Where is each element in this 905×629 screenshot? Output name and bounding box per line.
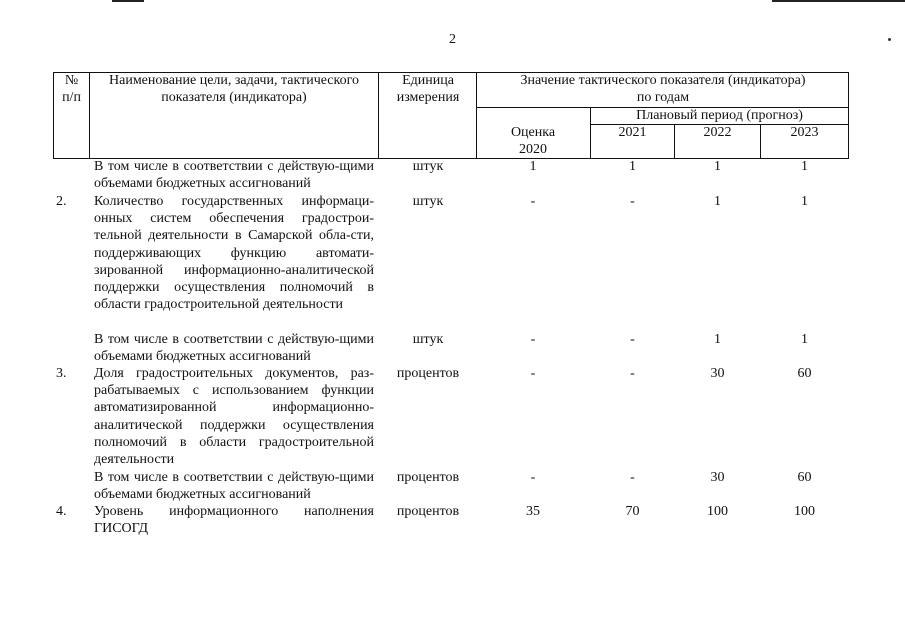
row-6-v2020: 35 bbox=[526, 504, 540, 519]
row-5-unit: процентов bbox=[396, 470, 460, 485]
row-2-v2023: 1 bbox=[801, 194, 808, 209]
row-6-v2021: 70 bbox=[625, 504, 640, 519]
row-4-unit: процентов bbox=[396, 366, 460, 381]
row-1-name: В том числе в соответствии с действую-щими объемами бюджетных ассигнований bbox=[94, 159, 374, 192]
row-2-unit: штук bbox=[412, 194, 444, 209]
row-4-num: 3. bbox=[56, 366, 67, 381]
header-unit: Единица измерения bbox=[396, 73, 460, 106]
row-6-name: Уровень информационного наполнения ГИСОГД bbox=[94, 504, 374, 537]
header-year-2021: 2021 bbox=[618, 125, 647, 140]
row-4-v2022: 30 bbox=[710, 366, 725, 381]
row-4-v2023: 60 bbox=[797, 366, 812, 381]
row-6-v2022: 100 bbox=[707, 504, 728, 519]
header-year-2023: 2023 bbox=[790, 125, 819, 140]
row-3-v2021: - bbox=[630, 332, 635, 347]
row-6-unit: процентов bbox=[396, 504, 460, 519]
row-5-v2020: - bbox=[530, 470, 536, 485]
row-1-v2022: 1 bbox=[714, 159, 721, 174]
row-1-v2021: 1 bbox=[629, 159, 636, 174]
header-plan-period: Плановый период (прогноз) bbox=[636, 108, 803, 123]
row-2-v2022: 1 bbox=[714, 194, 721, 209]
row-6-num: 4. bbox=[56, 504, 67, 519]
row-2-v2020: - bbox=[530, 194, 536, 209]
row-4-v2020: - bbox=[530, 366, 536, 381]
header-name: Наименование цели, задачи, тактического показателя (индикатора) bbox=[109, 73, 359, 106]
header-estimate-2020: Оценка 2020 bbox=[510, 125, 556, 158]
row-3-unit: штук bbox=[412, 332, 444, 347]
row-6-v2023: 100 bbox=[794, 504, 815, 519]
header-values: Значение тактического показателя (индикатора) по годам bbox=[520, 73, 806, 106]
row-1-v2020: 1 bbox=[529, 159, 537, 174]
page-number: 2 bbox=[449, 32, 456, 47]
row-3-v2023: 1 bbox=[801, 332, 808, 347]
header-num: № п/п bbox=[62, 73, 81, 106]
row-2-v2021: - bbox=[630, 194, 635, 209]
row-3-v2020: - bbox=[530, 332, 536, 347]
row-2-num: 2. bbox=[56, 194, 67, 209]
header-year-2022: 2022 bbox=[703, 125, 732, 140]
row-1-v2023: 1 bbox=[801, 159, 808, 174]
row-5-v2023: 60 bbox=[797, 470, 812, 485]
row-5-v2021: - bbox=[630, 470, 635, 485]
row-4-v2021: - bbox=[630, 366, 635, 381]
row-5-name: В том числе в соответствии с действую-щими объемами бюджетных ассигнований bbox=[94, 470, 374, 503]
scan-mark-left bbox=[112, 0, 144, 2]
row-5-v2022: 30 bbox=[710, 470, 725, 485]
scan-mark-right bbox=[772, 0, 905, 2]
row-2-name: Количество государственных информаци-онных систем обеспечения градострои-тельной деятельности в Самарской обла-сти, поддерживающих функцию автомати-зированной информационно-аналитической поддержки осуществления полномочий в области градостроительной деятельности bbox=[94, 194, 374, 313]
row-3-v2022: 1 bbox=[714, 332, 721, 347]
row-3-name: В том числе в соответствии с действую-щими объемами бюджетных ассигнований bbox=[94, 332, 374, 365]
row-1-unit: штук bbox=[412, 159, 444, 174]
row-4-name: Доля градостроительных документов, раз-рабатываемых с использованием функции автоматизированной информационно-аналитической поддержки осуществления полномочий в области градостроительной деятельности bbox=[94, 366, 374, 468]
